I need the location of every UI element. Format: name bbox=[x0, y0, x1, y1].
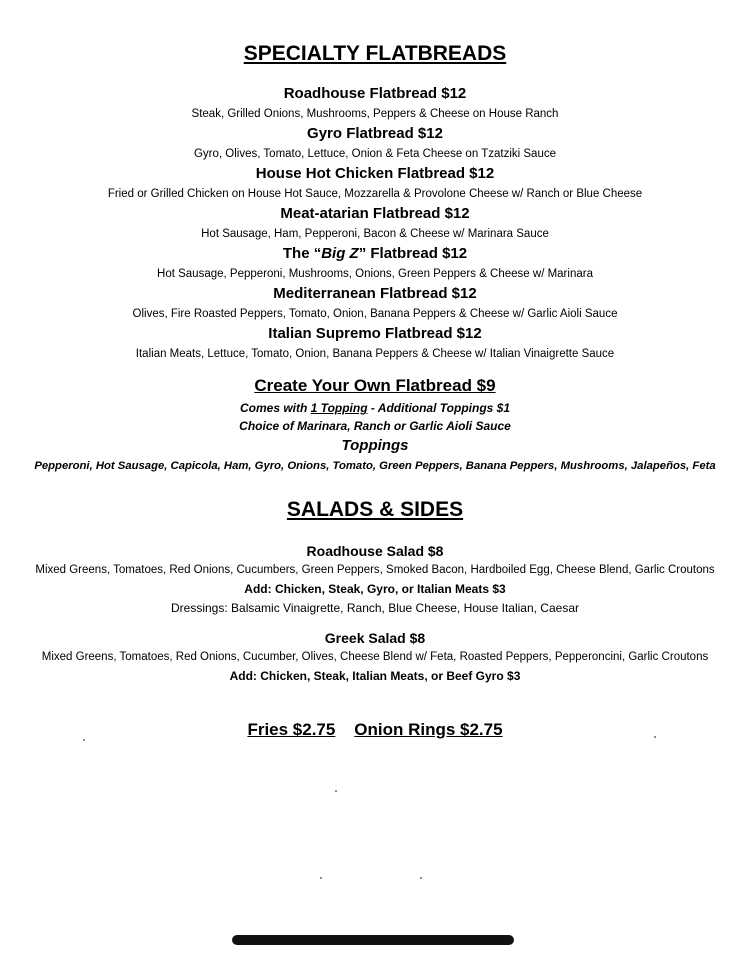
flatbread-desc: Olives, Fire Roasted Peppers, Tomato, Onion, Banana Peppers & Cheese w/ Garlic Aioli Sauce bbox=[132, 308, 618, 320]
flatbread-name: Italian Supremo Flatbread $12 bbox=[268, 325, 482, 342]
flatbread-list bbox=[0, 84, 750, 364]
salad-add-ons: Add: Chicken, Steak, Italian Meats, or Beef Gyro $3 bbox=[229, 669, 521, 683]
toppings-list: Pepperoni, Hot Sausage, Capicola, Ham, Gyro, Onions, Tomato, Green Peppers, Banana Peppers, Mushrooms, Jalapeños, Feta bbox=[34, 460, 716, 472]
sides-line bbox=[0, 719, 750, 741]
flatbread-desc: Hot Sausage, Pepperoni, Mushrooms, Onions, Green Peppers & Cheese w/ Marinara bbox=[157, 268, 593, 280]
speck bbox=[83, 739, 85, 741]
flatbread-desc: Gyro, Olives, Tomato, Lettuce, Onion & Feta Cheese on Tzatziki Sauce bbox=[193, 148, 556, 160]
onion-rings-price: Onion Rings $2.75 bbox=[354, 720, 503, 739]
create-topping-info: Comes with 1 Topping - Additional Toppings $1 bbox=[239, 401, 510, 415]
flatbread-name: Gyro Flatbread $12 bbox=[307, 125, 443, 142]
salad-desc: Mixed Greens, Tomatoes, Red Onions, Cucumber, Olives, Cheese Blend w/ Feta, Roasted Peppers, Pepperoncini, Garlic Croutons bbox=[41, 651, 709, 663]
speck bbox=[320, 877, 322, 879]
create-your-own-block bbox=[0, 375, 750, 475]
toppings-heading: Toppings bbox=[341, 437, 409, 454]
home-indicator[interactable] bbox=[232, 935, 514, 945]
salad-add-ons: Add: Chicken, Steak, Gyro, or Italian Meats $3 bbox=[244, 582, 506, 596]
flatbread-desc: Fried or Grilled Chicken on House Hot Sauce, Mozzarella & Provolone Cheese w/ Ranch or Blue Cheese bbox=[107, 188, 643, 200]
speck bbox=[654, 736, 656, 738]
flatbread-name: Roadhouse Flatbread $12 bbox=[283, 85, 467, 102]
salads-section-title: SALADS & SIDES bbox=[286, 498, 464, 521]
salad-name: Roadhouse Salad $8 bbox=[306, 543, 444, 559]
flatbread-desc: Italian Meats, Lettuce, Tomato, Onion, Banana Peppers & Cheese w/ Italian Vinaigrette Sauce bbox=[135, 348, 615, 360]
flatbreads-section-title: SPECIALTY FLATBREADS bbox=[243, 42, 507, 65]
speck bbox=[335, 790, 337, 792]
speck bbox=[420, 877, 422, 879]
greek-salad bbox=[0, 628, 750, 686]
flatbread-desc: Steak, Grilled Onions, Mushrooms, Peppers & Cheese on House Ranch bbox=[191, 108, 559, 120]
flatbread-desc: Hot Sausage, Ham, Pepperoni, Bacon & Cheese w/ Marinara Sauce bbox=[201, 228, 549, 240]
roadhouse-salad bbox=[0, 541, 750, 618]
flatbread-name: House Hot Chicken Flatbread $12 bbox=[255, 165, 495, 182]
create-sauce-choice: Choice of Marinara, Ranch or Garlic Aioli Sauce bbox=[239, 419, 511, 433]
salad-name: Greek Salad $8 bbox=[324, 630, 426, 646]
flatbread-name: The “Big Z” Flatbread $12 bbox=[282, 245, 468, 262]
flatbread-name: Meat-atarian Flatbread $12 bbox=[280, 205, 470, 222]
flatbread-name: Mediterranean Flatbread $12 bbox=[273, 285, 477, 302]
salad-dressings: Dressings: Balsamic Vinaigrette, Ranch, Blue Cheese, House Italian, Caesar bbox=[171, 601, 579, 615]
salad-desc: Mixed Greens, Tomatoes, Red Onions, Cucumbers, Green Peppers, Smoked Bacon, Hardboiled Egg, Cheese Blend, Garlic Croutons bbox=[35, 564, 715, 576]
fries-price: Fries $2.75 bbox=[247, 720, 336, 739]
create-your-own-title: Create Your Own Flatbread $9 bbox=[254, 376, 496, 395]
